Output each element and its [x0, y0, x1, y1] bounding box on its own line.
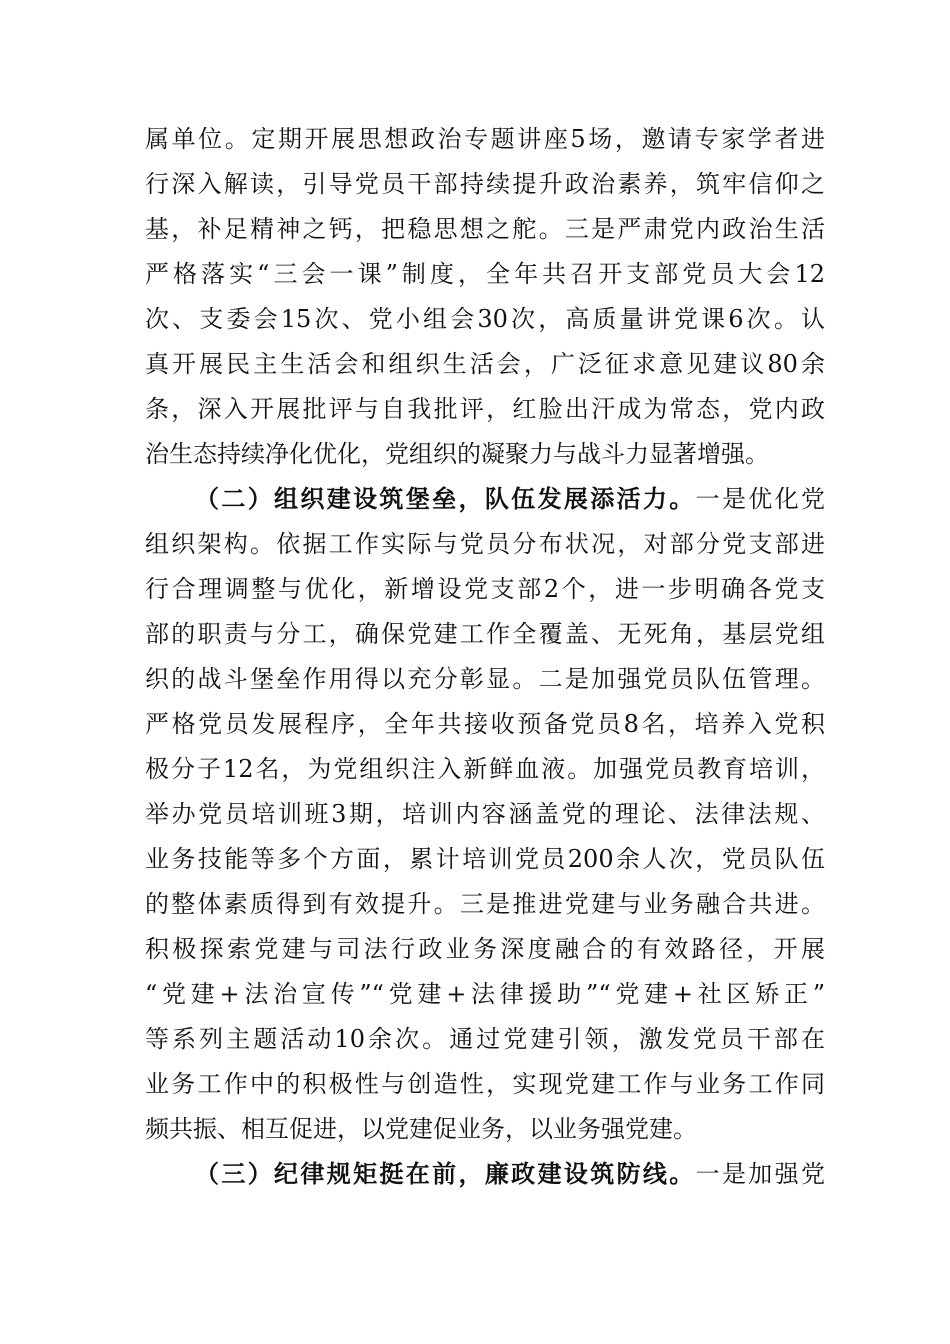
paragraph-2-line-10: 的整体素质得到有效提升。三是推进党建与业务融合共进。	[145, 890, 825, 918]
paragraph-2-first-line	[195, 481, 825, 517]
paragraph-2-line-2: 组织架构。依据工作实际与党员分布状况，对部分党支部进	[145, 530, 825, 558]
paragraph-3-first-line	[195, 1156, 825, 1192]
paragraph-2-line-14: 业务工作中的积极性与创造性，实现党建工作与业务工作同	[145, 1070, 825, 1098]
paragraph-1-line-8: 治生态持续净化优化，党组织的凝聚力与战斗力显著增强。	[145, 440, 769, 468]
paragraph-3-first-line-rest: 一是加强党	[695, 1160, 826, 1188]
paragraph-2-line-3: 行合理调整与优化，新增设党支部2个，进一步明确各党支	[145, 575, 825, 603]
paragraph-2-line-12: “党建+法治宣传”“党建+法律援助”“党建+社区矫正”	[145, 980, 825, 1008]
section-heading-2: （二）组织建设筑堡垒，队伍发展添活力。	[195, 484, 696, 513]
paragraph-1-line-1: 属单位。定期开展思想政治专题讲座5场，邀请专家学者进	[145, 125, 825, 153]
paragraph-1-line-3: 基，补足精神之钙，把稳思想之舵。三是严肃党内政治生活	[145, 215, 825, 243]
paragraph-1-line-2: 行深入解读，引导党员干部持续提升政治素养，筑牢信仰之	[145, 170, 825, 198]
paragraph-2-line-9: 业务技能等多个方面，累计培训党员200余人次，党员队伍	[145, 845, 825, 873]
paragraph-2-line-4: 部的职责与分工，确保党建工作全覆盖、无死角，基层党组	[145, 620, 825, 648]
section-heading-3: （三）纪律规矩挺在前，廉政建设筑防线。	[195, 1159, 696, 1188]
paragraph-2-line-8: 举办党员培训班3期，培训内容涵盖党的理论、法律法规、	[145, 800, 825, 828]
paragraph-2-line-11: 积极探索党建与司法行政业务深度融合的有效路径，开展	[145, 935, 825, 963]
paragraph-2-line-15: 频共振、相互促进，以党建促业务，以业务强党建。	[145, 1115, 697, 1143]
paragraph-2-line-7: 极分子12名，为党组织注入新鲜血液。加强党员教育培训，	[145, 755, 825, 783]
paragraph-1-line-5: 次、支委会15次、党小组会30次，高质量讲党课6次。认	[145, 305, 825, 333]
paragraph-2-line-5: 织的战斗堡垒作用得以充分彰显。二是加强党员队伍管理。	[145, 665, 825, 693]
paragraph-2-line-13: 等系列主题活动10余次。通过党建引领，激发党员干部在	[145, 1025, 825, 1053]
paragraph-1-line-7: 条，深入开展批评与自我批评，红脸出汗成为常态，党内政	[145, 395, 825, 423]
paragraph-1-line-4: 严格落实“三会一课”制度，全年共召开支部党员大会12	[145, 260, 825, 288]
paragraph-2-first-line-rest: 一是优化党	[695, 485, 826, 513]
paragraph-1-line-6: 真开展民主生活会和组织生活会，广泛征求意见建议80余	[145, 350, 825, 378]
paragraph-2-line-6: 严格党员发展程序，全年共接收预备党员8名，培养入党积	[145, 710, 825, 738]
